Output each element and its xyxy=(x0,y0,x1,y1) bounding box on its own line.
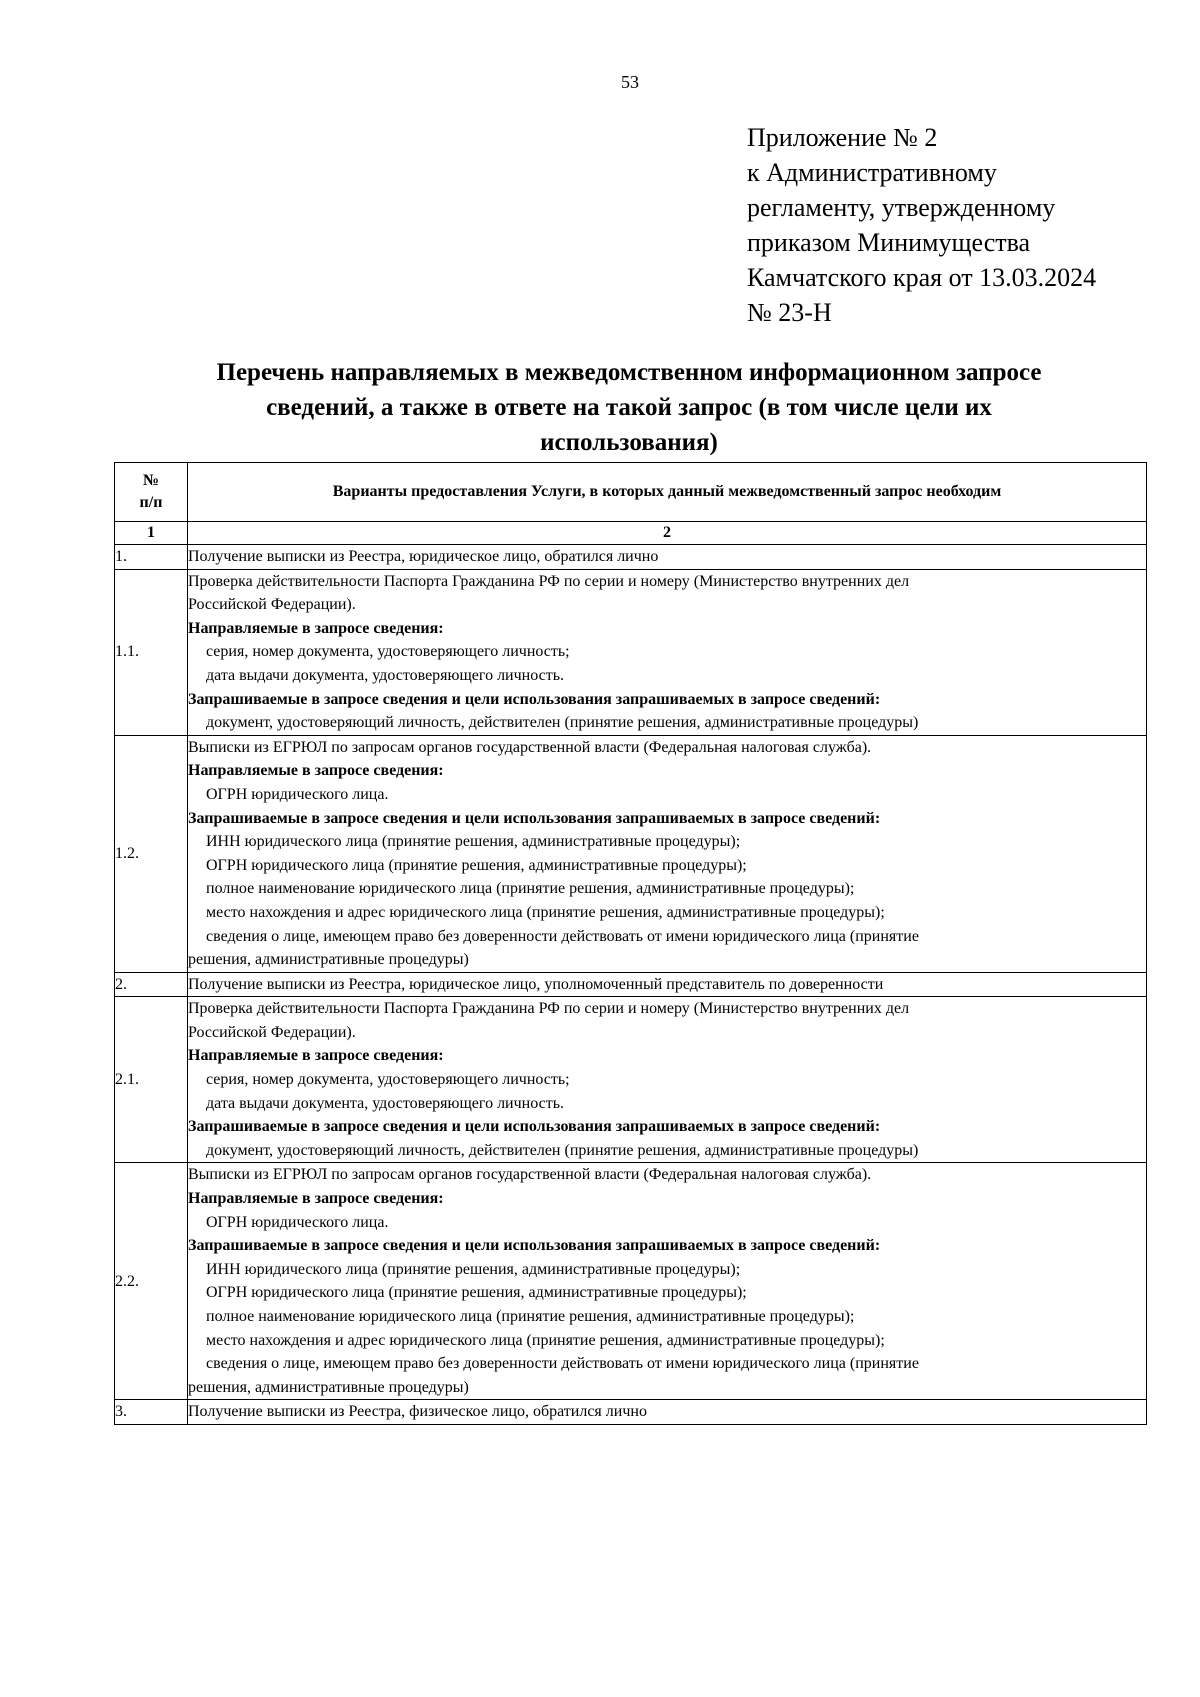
description-line: место нахождения и адрес юридического лица (принятие решения, административные процедуры); xyxy=(206,903,885,921)
description-line: Получение выписки из Реестра, юридическое лицо, уполномоченный представитель по доверенности xyxy=(188,975,884,993)
description-line: решения, административные процедуры) xyxy=(188,1378,469,1396)
description-line: полное наименование юридического лица (принятие решения, административные процедуры); xyxy=(206,1308,855,1325)
description-line: ИНН юридического лица (принятие решения, административные процедуры); xyxy=(206,833,741,851)
row-number-cell: 1.1. xyxy=(115,569,188,735)
row-number-cell: 1. xyxy=(115,545,188,570)
table-header-row xyxy=(115,463,1147,522)
description-line: серия, номер документа, удостоверяющего личность; xyxy=(206,1071,570,1089)
row-number-cell: 2.1. xyxy=(115,997,188,1163)
section-heading: Запрашиваемые в запросе сведения и цели использования запрашиваемых в запросе сведений: xyxy=(188,809,881,827)
description-line: Получение выписки из Реестра, физическое лицо, обратился лично xyxy=(188,1403,647,1421)
appendix-line: приказом Минимущества xyxy=(747,228,1031,257)
section-heading: Запрашиваемые в запросе сведения и цели использования запрашиваемых в запросе сведений: xyxy=(188,1237,881,1255)
section-heading: Направляемые в запросе сведения: xyxy=(188,1047,444,1065)
description-line: Выписки из ЕГРЮЛ по запросам органов государственной власти (Федеральная налоговая служба). xyxy=(188,738,872,756)
description-line: сведения о лице, имеющем право без доверенности действовать от имени юридического лица (принятие xyxy=(206,927,919,945)
table-row xyxy=(115,735,1147,972)
row-description-cell xyxy=(188,1163,1147,1400)
row-description-cell xyxy=(188,569,1147,735)
description-line: ОГРН юридического лица. xyxy=(206,1213,389,1231)
description-line: решения, административные процедуры) xyxy=(188,951,469,969)
column-number-1: 1 xyxy=(115,522,188,545)
appendix-block xyxy=(747,120,1187,330)
table-row xyxy=(115,569,1147,735)
description-line: документ, удостоверяющий личность, действителен (принятие решения, административные процедуры) xyxy=(206,714,919,732)
section-heading: Запрашиваемые в запросе сведения и цели использования запрашиваемых в запросе сведений: xyxy=(188,690,881,708)
header-description-cell: Варианты предоставления Услуги, в которых данный межведомственный запрос необходим xyxy=(188,463,1147,522)
table-row xyxy=(115,997,1147,1163)
page-number: 53 xyxy=(621,72,639,92)
document-title xyxy=(114,355,1144,460)
row-description-cell xyxy=(188,1400,1147,1425)
description-line: Получение выписки из Реестра, юридическое лицо, обратился лично xyxy=(188,548,659,565)
description-line: дата выдачи документа, удостоверяющего личность. xyxy=(206,1094,565,1112)
description-line: ИНН юридического лица (принятие решения, административные процедуры); xyxy=(206,1260,741,1278)
requests-table xyxy=(114,462,1147,1425)
description-line: место нахождения и адрес юридического лица (принятие решения, административные процедуры); xyxy=(206,1331,885,1349)
header-number-abbrev: п/п xyxy=(139,494,163,511)
row-number-cell: 2. xyxy=(115,972,188,997)
section-heading: Направляемые в запросе сведения: xyxy=(188,1190,444,1208)
description-line: ОГРН юридического лица. xyxy=(206,785,389,803)
description-line: Проверка действительности Паспорта Гражданина РФ по серии и номеру (Министерство внутренних дел xyxy=(188,572,910,590)
row-number-cell: 3. xyxy=(115,1400,188,1425)
description-line: полное наименование юридического лица (принятие решения, административные процедуры); xyxy=(206,880,855,898)
description-line: ОГРН юридического лица (принятие решения, административные процедуры); xyxy=(206,856,747,874)
row-description-cell xyxy=(188,545,1147,570)
description-line: Выписки из ЕГРЮЛ по запросам органов государственной власти (Федеральная налоговая служба). xyxy=(188,1166,872,1184)
appendix-line: № 23-Н xyxy=(747,298,832,327)
description-line: ОГРН юридического лица (принятие решения, административные процедуры); xyxy=(206,1284,747,1302)
description-line: Российской Федерации). xyxy=(188,1023,356,1041)
row-number-cell: 2.2. xyxy=(115,1163,188,1400)
row-description-cell xyxy=(188,735,1147,972)
row-description-cell xyxy=(188,997,1147,1163)
table-row xyxy=(115,1163,1147,1400)
appendix-line: Приложение № 2 xyxy=(747,123,938,152)
title-line: использования) xyxy=(540,429,718,456)
table-body xyxy=(115,545,1147,1425)
section-heading: Запрашиваемые в запросе сведения и цели использования запрашиваемых в запросе сведений: xyxy=(188,1118,881,1136)
column-numbering-row xyxy=(115,522,1147,545)
section-heading: Направляемые в запросе сведения: xyxy=(188,762,444,780)
appendix-line: регламенту, утвержденному xyxy=(747,193,1056,222)
table-row xyxy=(115,545,1147,570)
appendix-line: к Административному xyxy=(747,158,997,187)
column-number-2: 2 xyxy=(188,522,1147,545)
section-heading: Направляемые в запросе сведения: xyxy=(188,619,444,637)
description-line: дата выдачи документа, удостоверяющего личность. xyxy=(206,666,565,684)
title-line: Перечень направляемых в межведомственном информационном запросе xyxy=(216,359,1042,386)
appendix-line: Камчатского края от 13.03.2024 xyxy=(747,263,1097,292)
row-description-cell xyxy=(188,972,1147,997)
description-line: документ, удостоверяющий личность, действителен (принятие решения, административные процедуры) xyxy=(206,1141,919,1159)
header-number-cell xyxy=(115,463,188,522)
title-line: сведений, а также в ответе на такой запрос (в том числе цели их xyxy=(266,394,992,421)
description-line: Российской Федерации). xyxy=(188,596,356,614)
description-line: серия, номер документа, удостоверяющего личность; xyxy=(206,643,570,661)
table-row xyxy=(115,1400,1147,1425)
description-line: сведения о лице, имеющем право без доверенности действовать от имени юридического лица (принятие xyxy=(206,1355,919,1373)
table-row xyxy=(115,972,1147,997)
header-number-sign: № xyxy=(142,472,160,489)
description-line: Проверка действительности Паспорта Гражданина РФ по серии и номеру (Министерство внутренних дел xyxy=(188,1000,910,1018)
row-number-cell: 1.2. xyxy=(115,735,188,972)
